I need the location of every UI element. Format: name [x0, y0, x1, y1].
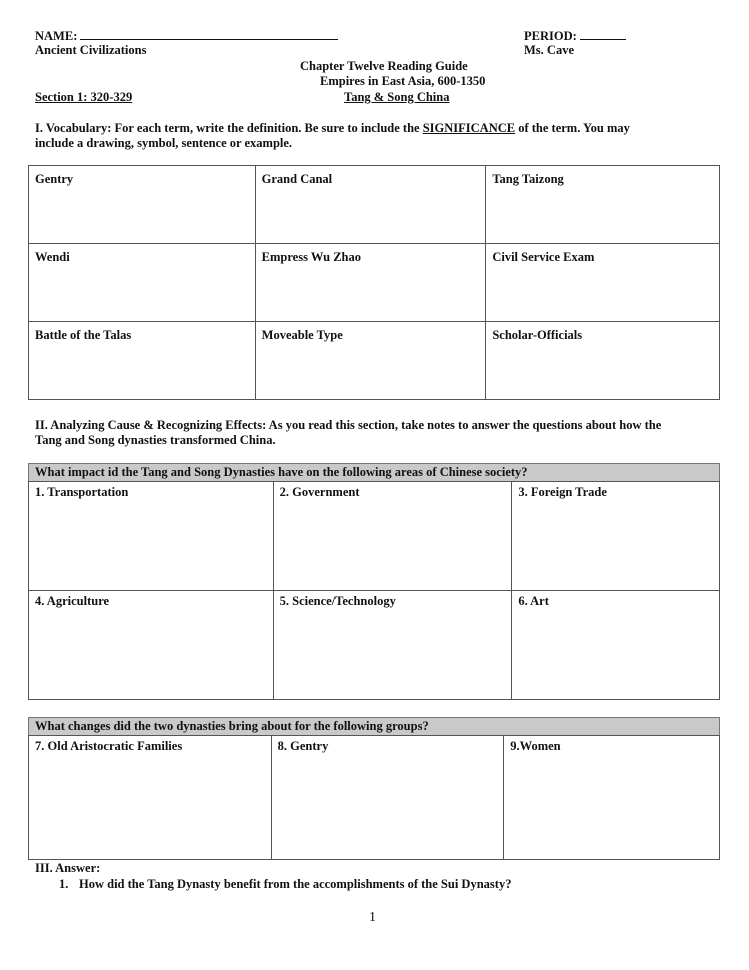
- vocab-instr-part2: of the term. You may: [515, 121, 630, 135]
- section-pages: Section 1: 320-329: [35, 90, 133, 104]
- course-name: Ancient Civilizations: [35, 43, 147, 57]
- name-label: NAME:: [35, 29, 78, 43]
- vocab-instr-emphasis: SIGNIFICANCE: [422, 121, 516, 135]
- impact-cell[interactable]: 2. Government: [273, 482, 512, 591]
- groups-table: [28, 735, 720, 860]
- impact-table-header: What impact id the Tang and Song Dynasties have on the following areas of Chinese society?: [28, 463, 720, 482]
- group-cell[interactable]: 8. Gentry: [271, 736, 504, 860]
- section-title: Tang & Song China: [344, 90, 450, 104]
- impact-cell[interactable]: 1. Transportation: [29, 482, 274, 591]
- period-blank-line[interactable]: [580, 28, 626, 40]
- answer-heading: III. Answer:: [35, 861, 101, 875]
- name-blank-line[interactable]: [80, 28, 338, 40]
- vocab-instructions: [35, 121, 725, 151]
- analysis-instr-line2: Tang and Song dynasties transformed China.: [35, 433, 276, 447]
- guide-title: Chapter Twelve Reading Guide: [300, 59, 468, 73]
- chapter-title: Empires in East Asia, 600-1350: [320, 74, 486, 88]
- vocab-cell[interactable]: Tang Taizong: [486, 166, 720, 244]
- impact-cell[interactable]: 3. Foreign Trade: [512, 482, 720, 591]
- analysis-instructions: [35, 418, 730, 448]
- vocab-instr-part3: include a drawing, symbol, sentence or example.: [35, 136, 293, 150]
- groups-table-header: What changes did the two dynasties bring about for the following groups?: [28, 717, 720, 736]
- page-number: 1: [369, 910, 376, 925]
- period-label: PERIOD:: [524, 29, 577, 43]
- teacher-name: Ms. Cave: [524, 43, 574, 57]
- name-field: [35, 28, 338, 44]
- analysis-instr-line1: II. Analyzing Cause & Recognizing Effects: As you read this section, take notes to answer the questions about how the: [35, 418, 662, 432]
- impact-cell[interactable]: 4. Agriculture: [29, 591, 274, 700]
- vocab-cell[interactable]: Wendi: [29, 244, 256, 322]
- vocab-cell[interactable]: Gentry: [29, 166, 256, 244]
- impact-cell[interactable]: 6. Art: [512, 591, 720, 700]
- vocab-instr-part1: I. Vocabulary: For each term, write the definition. Be sure to include the: [35, 121, 423, 135]
- impact-table: [28, 481, 720, 700]
- group-cell[interactable]: 7. Old Aristocratic Families: [29, 736, 272, 860]
- question-1-number: 1.: [59, 877, 69, 891]
- vocab-cell[interactable]: Scholar-Officials: [486, 322, 720, 400]
- vocab-cell[interactable]: Civil Service Exam: [486, 244, 720, 322]
- group-cell[interactable]: 9.Women: [504, 736, 720, 860]
- vocab-table: [28, 165, 720, 400]
- vocab-cell[interactable]: Moveable Type: [255, 322, 486, 400]
- vocab-cell[interactable]: Grand Canal: [255, 166, 486, 244]
- question-1-text: How did the Tang Dynasty benefit from the accomplishments of the Sui Dynasty?: [79, 877, 512, 891]
- period-field: [524, 28, 626, 44]
- vocab-cell[interactable]: Battle of the Talas: [29, 322, 256, 400]
- impact-cell[interactable]: 5. Science/Technology: [273, 591, 512, 700]
- vocab-cell[interactable]: Empress Wu Zhao: [255, 244, 486, 322]
